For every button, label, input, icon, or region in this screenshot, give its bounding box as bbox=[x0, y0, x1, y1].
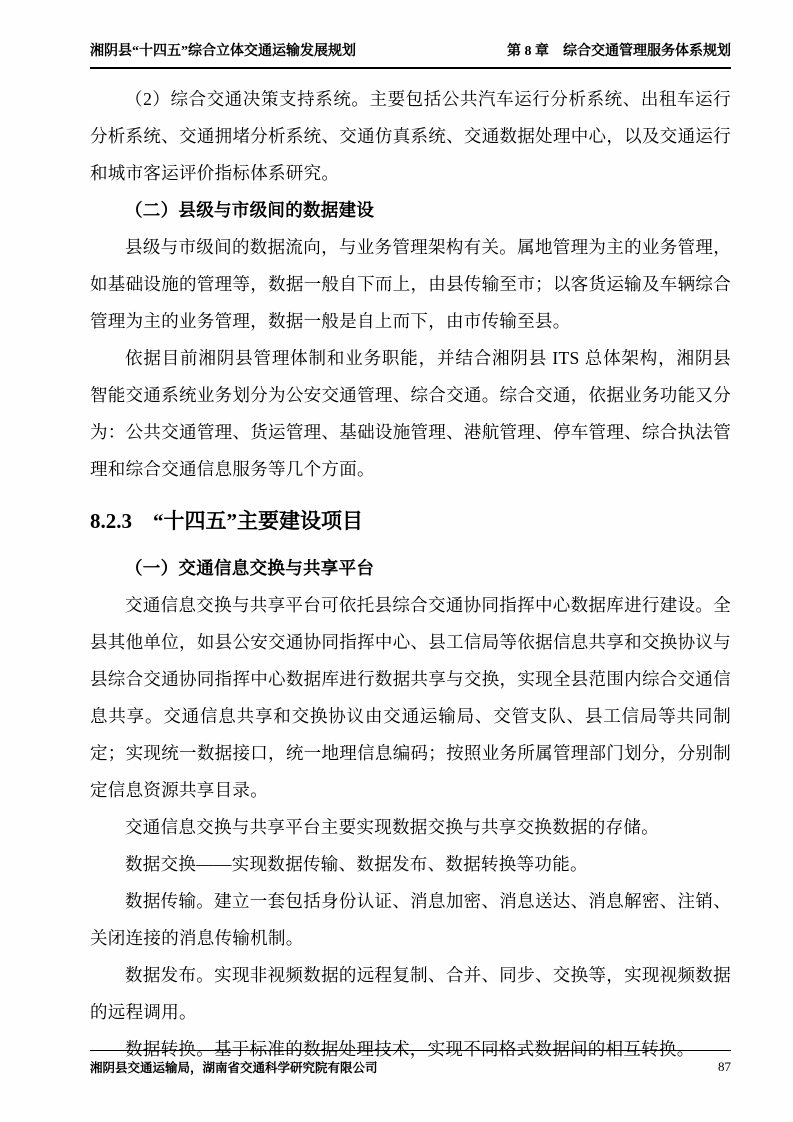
paragraph: 数据转换。基于标准的数据处理技术，实现不同格式数据间的相互转换。 bbox=[125, 1039, 695, 1059]
paragraph: 数据发布。实现非视频数据的远程复制、合并、同步、交换等，实现视频数据的远程调用。 bbox=[90, 965, 731, 1022]
page-header bbox=[90, 40, 731, 69]
content-area bbox=[90, 40, 731, 1068]
document-body bbox=[90, 69, 731, 1068]
paragraph: （2）综合交通决策支持系统。主要包括公共汽车运行分析系统、出租车运行分析系统、交通拥堵分析系统、交通仿真系统、交通数据处理中心，以及交通运行和城市客运评价指标体系研究。 bbox=[90, 89, 731, 183]
heading: 8.2.3 “十四五”主要建设项目 bbox=[90, 509, 363, 533]
paragraph: 数据交换——实现数据传输、数据发布、数据转换等功能。 bbox=[125, 854, 588, 874]
heading: （一）交通信息交换与共享平台 bbox=[125, 558, 375, 578]
page-footer bbox=[90, 1050, 731, 1076]
paragraph: 数据传输。建立一套包括身份认证、消息加密、消息送达、消息解密、注销、关闭连接的消息传输机制。 bbox=[90, 891, 731, 948]
paragraph: 交通信息交换与共享平台可依托县综合交通协同指挥中心数据库进行建设。全县其他单位，如县公安交通协同指挥中心、县工信局等依据信息共享和交换协议与县综合交通协同指挥中心数据库进行数据共享与交换，实现全县范围内综合交通信息共享。交通信息共享和交换协议由交通运输局、交管支队、县工信局等共同制定；实现统一数据接口，统一地理信息编码；按照业务所属管理部门划分，分别制定信息资源共享目录。 bbox=[90, 595, 731, 800]
paragraph: 县级与市级间的数据流向，与业务管理架构有关。属地管理为主的业务管理，如基础设施的管理等，数据一般自下而上，由县传输至市；以客货运输及车辆综合管理为主的业务管理，数据一般是自上而下，由市传输至县。 bbox=[90, 237, 731, 331]
footer-organization: 湘阴县交通运输局，湖南省交通科学研究院有限公司 bbox=[90, 1061, 378, 1075]
heading: （二）县级与市级间的数据建设 bbox=[125, 200, 375, 220]
header-chapter-title: 第 8 章 综合交通管理服务体系规划 bbox=[507, 44, 731, 59]
page-number: 87 bbox=[718, 1059, 731, 1074]
paragraph: 依据目前湘阴县管理体制和业务职能，并结合湘阴县 ITS 总体架构，湘阴县智能交通系统业务划分为公安交通管理、综合交通。综合交通，依据业务功能又分为：公共交通管理、货运管理、基础设施管理、港航管理、停车管理、综合执法管理和综合交通信息服务等几个方面。 bbox=[90, 348, 731, 479]
paragraph: 交通信息交换与共享平台主要实现数据交换与共享交换数据的存储。 bbox=[125, 817, 659, 837]
header-document-title: 湘阴县“十四五”综合立体交通运输发展规划 bbox=[90, 44, 356, 59]
